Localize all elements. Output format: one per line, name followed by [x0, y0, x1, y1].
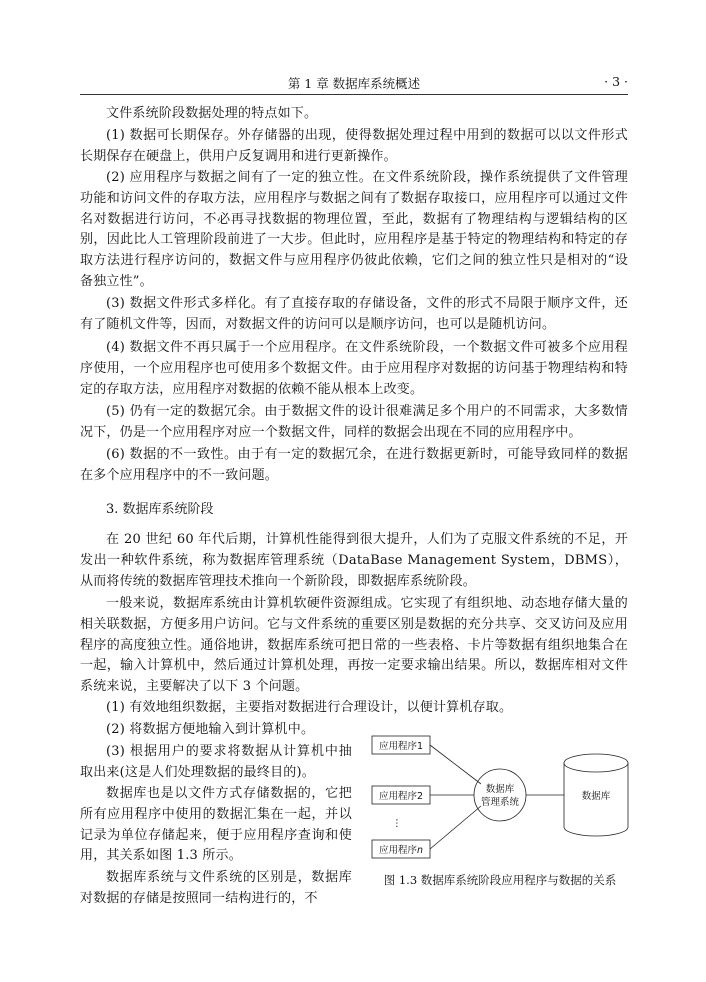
paragraph: 数据库系统与文件系统的区别是，数据库对数据的存储是按照同一结构进行的，不	[80, 870, 352, 906]
paragraph: (2) 应用程序与数据之间有了一定的独立性。在文件系统阶段，操作系统提供了文件管理功能和访问文件的存取方法，应用程序与数据之间有了数据存取接口，应用程序可以通过文件名对数据进行访问，不必再寻找数据的物理位置，至此，数据有了物理结构与逻辑结构的区别，因此比人工管理阶段前进了一大步。但此时，应用程序是基于特定的物理结构和特定的存取方法进行程序访问的，数据文件与应用程序仍彼此依赖，它们之间的独立性只是相对的“设备独立性”。	[80, 170, 628, 289]
database-cylinder-top	[564, 754, 628, 772]
database-label: 数据库	[581, 791, 611, 802]
paragraph: 一般来说，数据库系统由计算机软硬件资源组成。它实现了有组织地、动态地存储大量的相关联数据，方便多用户访问。它与文件系统的重要区别是数据的充分共享、交叉访问及应用程序的高度独立性。通俗地讲，数据库系统可把日常的一些表格、卡片等数据有组织地集合在一起，输入计算机中，然后通过计算机处理，再按一定要求输出结果。所以，数据库相对文件系统来说，主要解决了以下 3 个问题。	[80, 596, 628, 695]
dbms-circle	[474, 769, 526, 821]
appn-label	[379, 844, 423, 856]
chapter-title: 第 1 章 数据库系统概述	[287, 76, 421, 91]
paragraph: (5) 仍有一定的数据冗余。由于数据文件的设计很难满足多个用户的不同需求，大多数情况下，仍是一个应用程序对应一个数据文件，同样的数据会出现在不同的应用程序中。	[80, 404, 628, 440]
paragraph: (6) 数据的不一致性。由于有一定的数据冗余，在进行数据更新时，可能导致同样的数据在多个应用程序中的不一致问题。	[80, 447, 628, 483]
paragraph: (1) 数据可长期保存。外存储器的出现，使得数据处理过程中用到的数据可以以文件形式长期保存在硬盘上，供用户反复调用和进行更新操作。	[80, 128, 628, 164]
dbms-label-line2: 管理系统	[480, 797, 520, 808]
app2-label: 应用程序2	[378, 791, 424, 802]
ellipsis: ⋮	[392, 818, 402, 829]
paragraph: 文件系统阶段数据处理的特点如下。	[106, 106, 318, 121]
paragraph: (2) 将数据方便地输入到计算机中。	[106, 722, 315, 737]
paragraph: (3) 根据用户的要求将数据从计算机中抽取出来(这是人们处理数据的最终目的)。	[80, 744, 352, 780]
appn-prefix: 应用程序	[378, 845, 417, 856]
appn-suffix: n	[416, 845, 424, 856]
paragraph: 在 20 世纪 60 年代后期，计算机性能得到很大提升，人们为了克服文件系统的不足，开发出一种软件系统，称为数据库管理系统（DataBase Management System，DBMS），从而将传统的数据库管理技术推向一个新阶段，即数据库系统阶段。	[80, 532, 628, 589]
figure-diagram	[370, 730, 630, 870]
connector-line	[430, 806, 481, 849]
paragraph: (1) 有效地组织数据，主要指对数据进行合理设计，以便计算机存取。	[106, 700, 513, 715]
connector-line	[430, 745, 481, 784]
page-number: · 3 ·	[604, 74, 628, 89]
dbms-label-line1: 数据库	[485, 784, 515, 795]
app1-label: 应用程序1	[378, 741, 424, 752]
page-header	[80, 70, 628, 95]
figure-caption: 图 1.3 数据库系统阶段应用程序与数据的关系	[383, 873, 617, 887]
section-heading: 3. 数据库系统阶段	[106, 502, 214, 517]
paragraph: (3) 数据文件形式多样化。有了直接存取的存储设备，文件的形式不局限于顺序文件，还有了随机文件等，因而，对数据文件的访问可以是顺序访问，也可以是随机访问。	[80, 296, 628, 332]
paragraph: 数据库也是以文件方式存储数据的，它把所有应用程序中使用的数据汇集在一起，并以记录为单位存储起来，便于应用程序查询和使用，其关系如图 1.3 所示。	[80, 786, 352, 864]
paragraph: (4) 数据文件不再只属于一个应用程序。在文件系统阶段，一个数据文件可被多个应用程序使用，一个应用程序也可使用多个数据文件。由于应用程序对数据的访问基于物理结构和特定的存取方法，应用程序对数据的依赖不能从根本上改变。	[80, 340, 628, 397]
